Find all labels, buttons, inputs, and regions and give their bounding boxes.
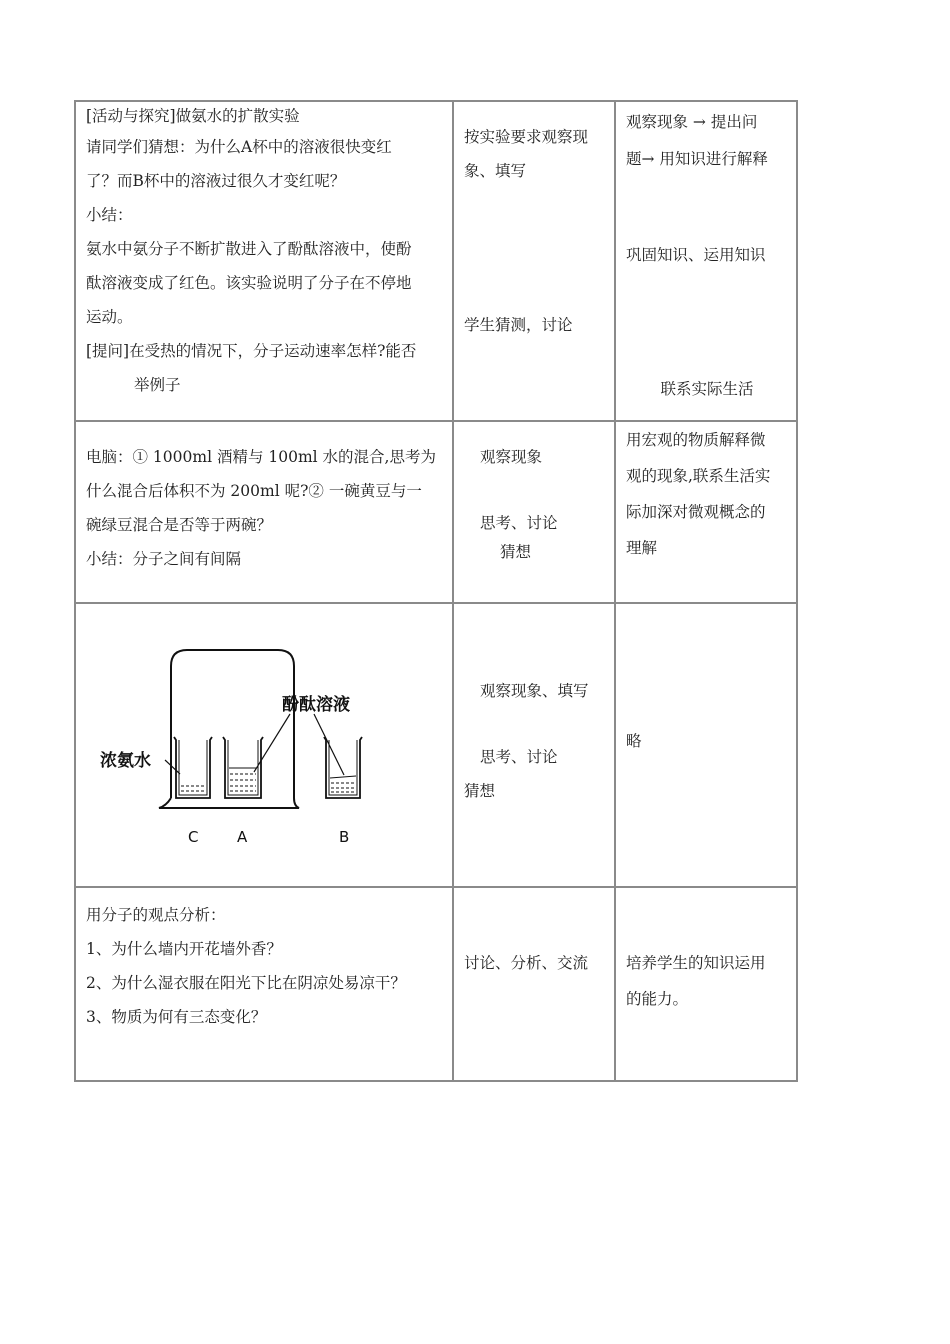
bell-jar (171, 650, 294, 798)
text-line: 用分子的观点分析： (86, 906, 226, 924)
text-line: 3、物质为何有三态变化？ (86, 1008, 267, 1026)
text-line: 观察现象 → 提出问 (626, 113, 758, 131)
activity-title: [活动与探究]做氨水的扩散实验 (86, 107, 300, 125)
student-activity-cell (453, 101, 615, 421)
text-line: 联系实际生活 (660, 380, 754, 398)
text-line: 碗绿豆混合是否等于两碗？ (86, 516, 273, 534)
text-line: 际加深对微观概念的 (626, 503, 766, 521)
text-line: 小结：分子之间有间隔 (86, 550, 242, 568)
diagram-cell (75, 603, 453, 887)
table-row (75, 887, 797, 1081)
design-intent-cell (615, 101, 797, 421)
text-line: 略 (626, 732, 642, 750)
beaker-c (174, 737, 212, 798)
text-line: 小结： (86, 206, 133, 224)
design-intent-cell (615, 887, 797, 1081)
label-phenolphthalein: 酚酞溶液 (282, 695, 350, 715)
text-line: 猜想 (464, 782, 496, 800)
label-cup-a: A (237, 828, 248, 846)
text-line: 用宏观的物质解释微 (626, 431, 766, 449)
text-line: 观察现象、填写 (480, 682, 589, 700)
design-intent-cell (615, 603, 797, 887)
text-line: 电脑：① 1000ml 酒精与 100ml 水的混合,思考为 (86, 448, 436, 466)
text-line: 氨水中氨分子不断扩散进入了酚酞溶液中，使酚 (86, 240, 412, 258)
text-line: 理解 (626, 539, 658, 557)
text-line: 猜想 (500, 543, 532, 561)
text-line: 1、为什么墙内开花墙外香？ (86, 940, 282, 958)
text-line: 观的现象,联系生活实 (626, 467, 771, 485)
text-line: 讨论、分析、交流 (464, 954, 589, 972)
label-ammonia: 浓氨水 (100, 751, 151, 771)
text-line: 什么混合后体积不为 200ml 呢?② 一碗黄豆与一 (86, 482, 422, 500)
text-line: 了？而B杯中的溶液过很久才变红呢？ (86, 172, 346, 190)
text-line: 思考、讨论 (480, 748, 558, 766)
text-line: 按实验要求观察现 (464, 128, 589, 146)
student-activity-cell (453, 421, 615, 603)
ammonia-diffusion-diagram (92, 630, 392, 860)
text-line: 象、填写 (464, 162, 527, 180)
table-row (75, 603, 797, 887)
text-line: [提问]在受热的情况下，分子运动速率怎样?能否 (86, 342, 417, 360)
text-line: 酞溶液变成了红色。该实验说明了分子在不停地 (86, 274, 412, 292)
pointer-line (165, 760, 180, 774)
label-cup-b: B (339, 828, 350, 846)
label-cup-c: C (188, 828, 199, 846)
design-intent-cell (615, 421, 797, 603)
table-row (75, 101, 797, 421)
text-line: 学生猜测，讨论 (464, 316, 573, 334)
student-activity-cell (453, 887, 615, 1081)
text-line: 培养学生的知识运用 (626, 954, 766, 972)
text-line: 运动。 (86, 308, 133, 326)
text-line: 题→ 用知识进行解释 (626, 150, 768, 168)
teacher-activity-cell (75, 421, 453, 603)
table-row (75, 421, 797, 603)
pointer-line (254, 714, 290, 772)
bell-jar-base (159, 798, 299, 808)
text-line: 举例子 (134, 376, 181, 394)
text-line: 思考、讨论 (480, 514, 558, 532)
text-line: 巩固知识、运用知识 (626, 246, 766, 264)
text-line: 的能力。 (626, 990, 689, 1008)
student-activity-cell (453, 603, 615, 887)
teacher-activity-cell (75, 101, 453, 421)
text-line: 观察现象 (480, 448, 543, 466)
text-line: 2、为什么湿衣服在阳光下比在阴凉处易凉干？ (86, 974, 406, 992)
text-line: 请同学们猜想：为什么A杯中的溶液很快变红 (86, 138, 392, 156)
teacher-activity-cell (75, 887, 453, 1081)
lesson-plan-table (74, 100, 798, 1082)
